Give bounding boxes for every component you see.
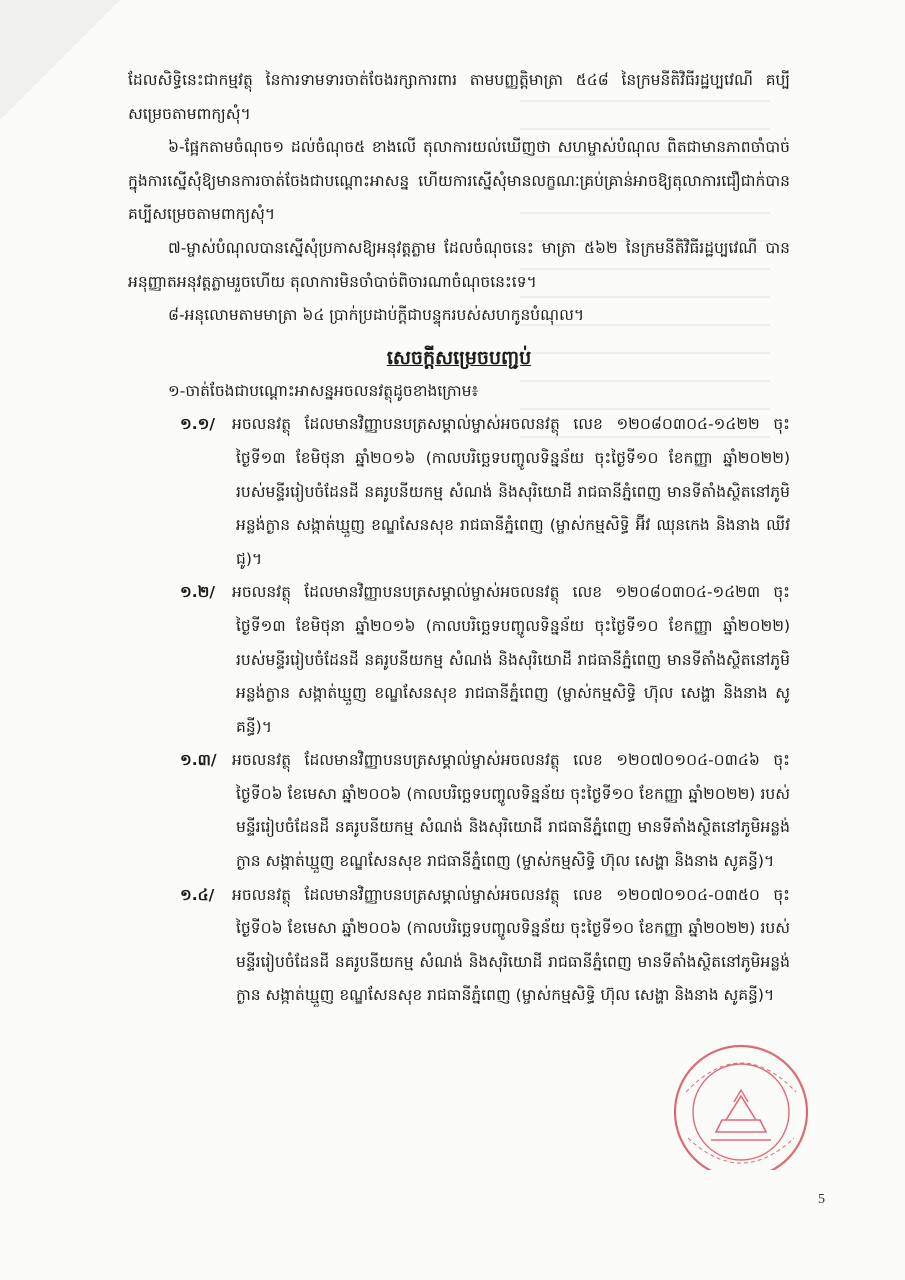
item-text: អចលនវត្ថុ ដែលមានវិញ្ញាបនបត្រសម្គាល់ម្ចាស់អចលនវត្ថុ លេខ ១២០៨០៣០៤-១៤២២ ចុះថ្ងៃទី១៣ ខែមិថុនា ឆ្នាំ២០១៦ (កាលបរិច្ឆេទបញ្ចូលទិន្នន័យ ចុះថ្ងៃទី១០ ខែកញ្ញា ឆ្នាំ២០២២) របស់មន្ទីររៀបចំដែនដី នគរូបនីយកម្ម សំណង់ និងសុរិយោដី រាជធានីភ្នំពេញ មានទីតាំងស្ថិតនៅភូមិអន្លង់ក្ងាន សង្កាត់ឃ្មួញ ខណ្ឌសែនសុខ រាជធានីភ្នំពេញ (ម្ចាស់កម្មសិទ្ធិ អ៊ីវ ឈុនកេង និងនាង ឈីវ ជូ)។	[232, 415, 790, 568]
item-number: ១.៤/	[180, 885, 215, 904]
item-text: អចលនវត្ថុ ដែលមានវិញ្ញាបនបត្រសម្គាល់ម្ចាស់អចលនវត្ថុ លេខ ១២០៨០៣០៤-១៤២៣ ចុះថ្ងៃទី១៣ ខែមិថុនា ឆ្នាំ២០១៦ (កាលបរិច្ឆេទបញ្ចូលទិន្នន័យ ចុះថ្ងៃទី១០ ខែកញ្ញា ឆ្នាំ២០២២) របស់មន្ទីររៀបចំដែនដី នគរូបនីយកម្ម សំណង់ និងសុរិយោដី រាជធានីភ្នំពេញ មានទីតាំងស្ថិតនៅភូមិអន្លង់ក្ងាន សង្កាត់ឃ្មួញ ខណ្ឌសែនសុខ រាជធានីភ្នំពេញ (ម្ចាស់កម្មសិទ្ធិ ហ៊ុល សេង្ហា និងនាង សូគន្ធី)។	[232, 583, 790, 736]
decision-item	[128, 408, 790, 576]
decision-heading: សេចក្តីសម្រេចបញ្ជប់	[386, 346, 532, 369]
page-fold-shadow	[0, 0, 120, 120]
paragraph-6: ៦-ផ្អែកតាមចំណុច១ ដល់ចំណុច៥ ខាងលើ តុលាការយល់ឃើញថា សហម្ចាស់បំណុល ពិតជាមានភាពចាំបាច់ក្នុងការស្នើសុំឱ្យមានការចាត់ចែងជាបណ្តោះអាសន្ន ហើយការស្នើសុំមានលក្ខណៈគ្រប់គ្រាន់អាចឱ្យតុលាការជឿជាក់បាន គប្បីសម្រេចតាមពាក្យសុំ។	[128, 138, 790, 224]
paragraph-7: ៧-ម្ចាស់បំណុលបានស្នើសុំប្រកាសឱ្យអនុវត្តភ្លាម ដែលចំណុចនេះ មាត្រា ៥៦២ នៃក្រមនីតិវិធីរដ្ឋប្បវេណី បានអនុញ្ញាតអនុវត្តភ្លាមរួចហើយ តុលាការមិនចាំបាច់ពិចារណាចំណុចនេះទេ។	[128, 238, 790, 291]
paragraph-8: ៨-អនុលោមតាមមាត្រា ៦៤ ប្រាក់ប្រដាប់ក្តីជាបន្ទុករបស់សហកូនបំណុល។	[168, 306, 585, 325]
decision-item	[128, 879, 790, 1013]
item-text: អចលនវត្ថុ ដែលមានវិញ្ញាបនបត្រសម្គាល់ម្ចាស់អចលនវត្ថុ លេខ ១២០៧០១០៤-០៣៥០ ចុះថ្ងៃទី០៦ ខែមេសា ឆ្នាំ២០០៦ (កាលបរិច្ឆេទបញ្ចូលទិន្នន័យ ចុះថ្ងៃទី១០ ខែកញ្ញា ឆ្នាំ២០២២) របស់មន្ទីររៀបចំដែនដី នគរូបនីយកម្ម សំណង់ និងសុរិយោដី រាជធានីភ្នំពេញ មានទីតាំងស្ថិតនៅភូមិអន្លង់ក្ងាន សង្កាត់ឃ្មួញ ខណ្ឌសែនសុខ រាជធានីភ្នំពេញ (ម្ចាស់កម្មសិទ្ធិ ហ៊ុល សេង្ហា និងនាង សូគន្ធី)។	[232, 885, 790, 1005]
page-number: 5	[818, 1192, 825, 1207]
item-number: ១.១/	[180, 415, 216, 434]
decision-item	[128, 576, 790, 744]
item-number: ១.៣/	[180, 751, 217, 770]
body-text	[128, 64, 790, 1013]
decision-item	[128, 744, 790, 878]
item-text: អចលនវត្ថុ ដែលមានវិញ្ញាបនបត្រសម្គាល់ម្ចាស់អចលនវត្ថុ លេខ ១២០៧០១០៤-០៣៤៦ ចុះថ្ងៃទី០៦ ខែមេសា ឆ្នាំ២០០៦ (កាលបរិច្ឆេទបញ្ចូលទិន្នន័យ ចុះថ្ងៃទី១០ ខែកញ្ញា ឆ្នាំ២០២២) របស់មន្ទីររៀបចំដែនដី នគរូបនីយកម្ម សំណង់ និងសុរិយោដី រាជធានីភ្នំពេញ មានទីតាំងស្ថិតនៅភូមិអន្លង់ក្ងាន សង្កាត់ឃ្មួញ ខណ្ឌសែនសុខ រាជធានីភ្នំពេញ (ម្ចាស់កម្មសិទ្ធិ ហ៊ុល សេង្ហា និងនាង សូគន្ធី)។	[232, 751, 790, 871]
item-number: ១.២/	[180, 583, 216, 602]
paragraph-continuation: ដែលសិទ្ធិនេះជាកម្មវត្ថុ នៃការទាមទារចាត់ចែងរក្សាការពារ តាមបញ្ញត្តិមាត្រា ៥៤៨ នៃក្រមនីតិវិធីរដ្ឋប្បវេណី គប្បីសម្រេចតាមពាក្យសុំ។	[128, 71, 790, 123]
decision-intro: ១-ចាត់ចែងជាបណ្តោះអាសន្នអចលនវត្ថុដូចខាងក្រោម៖	[168, 381, 479, 400]
court-seal-stamp	[656, 1040, 826, 1170]
